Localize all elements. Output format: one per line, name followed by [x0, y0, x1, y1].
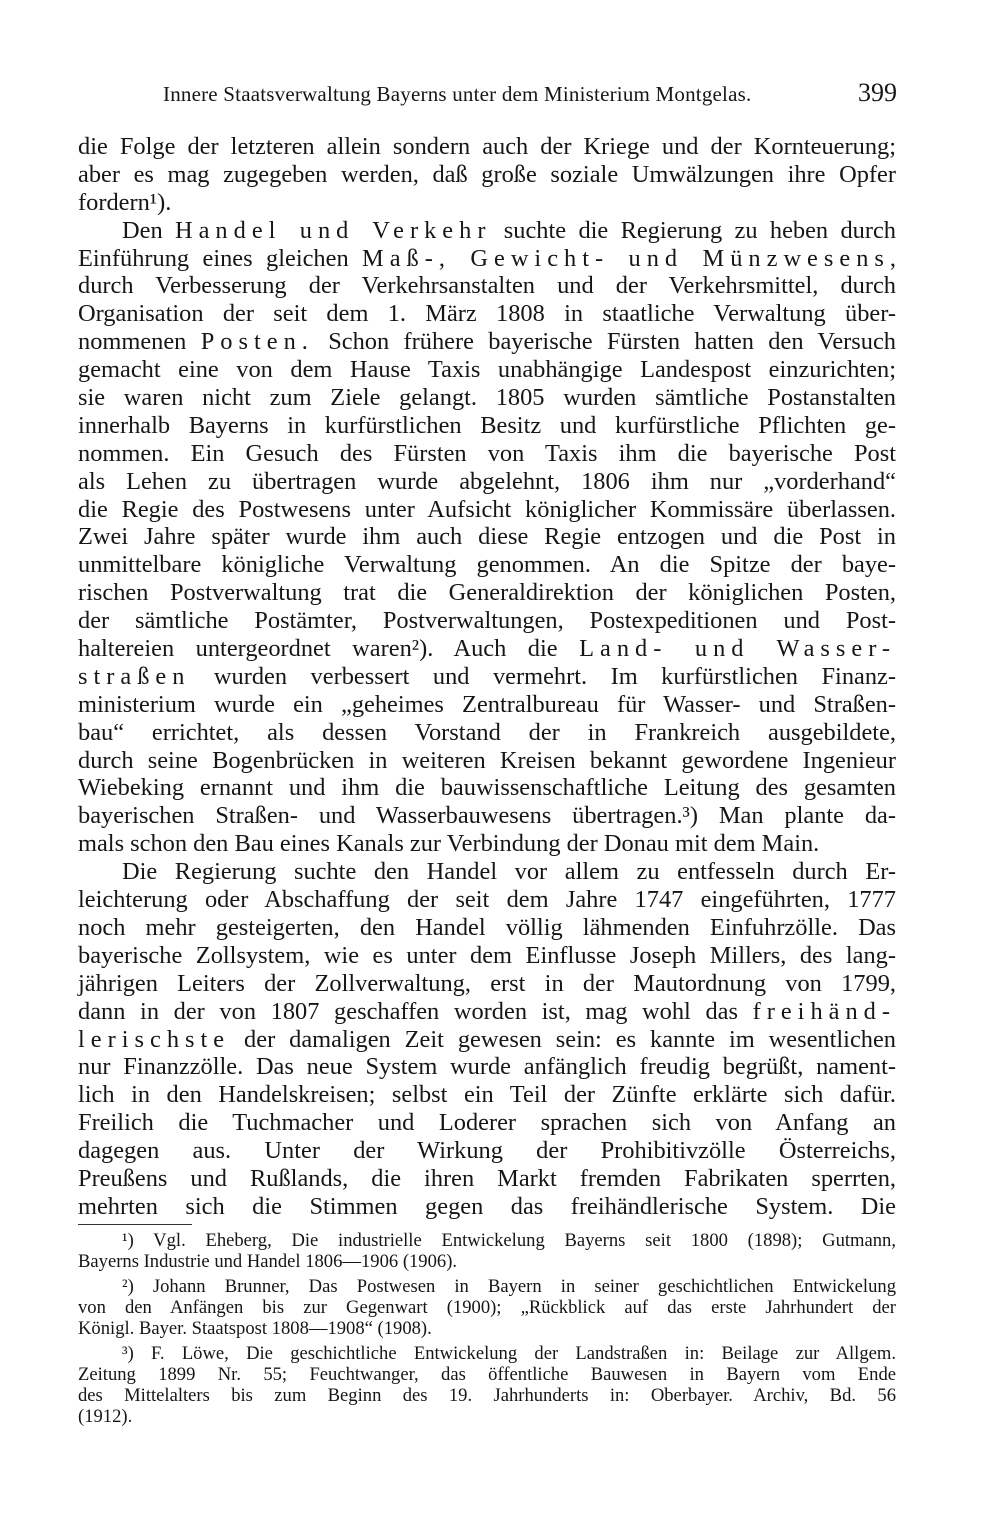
text-line: Einführung eines gleichen Maß-, Gewicht- und Münzwesens,: [78, 244, 896, 272]
footnote-line: ¹) Vgl. Eheberg, Die industrielle Entwickelung Bayerns seit 1800 (1898); Gutmann,: [122, 1230, 896, 1251]
page-header: [0, 78, 1000, 116]
text-line: Organisation der seit dem 1. März 1808 in staatliche Verwaltung über-: [78, 300, 896, 328]
footnote-separator: [78, 1224, 192, 1225]
text-line: Die Regierung suchte den Handel vor allem zu entfesseln durch Er-: [122, 858, 896, 886]
text-line: unmittelbare königliche Verwaltung genommen. An die Spitze der baye-: [78, 551, 896, 579]
text-line: haltereien untergeordnet waren²). Auch die Land- und Wasser-: [78, 635, 896, 663]
spaced-emphasis: Maß-, Gewicht- und Münzwesens: [362, 244, 890, 272]
text-line: nommen. Ein Gesuch des Fürsten von Taxis ihm die bayerische Post: [78, 439, 896, 467]
text-line: der sämtliche Postämter, Postverwaltungen, Postexpeditionen und Post-: [78, 607, 896, 635]
spaced-emphasis: freihänd-: [752, 997, 896, 1025]
text-line: als Lehen zu übertragen wurde abgelehnt, 1806 ihm nur „vorderhand“: [78, 467, 896, 495]
text-line: nur Finanzzölle. Das neue System wurde anfänglich freudig begrüßt, nament-: [78, 1053, 896, 1081]
text-line: mehrten sich die Stimmen gegen das freihändlerische System. Die: [78, 1192, 896, 1220]
page-number: 399: [858, 78, 897, 107]
spaced-emphasis: straßen: [78, 662, 191, 690]
text-line: Zwei Jahre später wurde ihm auch diese Regie entzogen und die Post in: [78, 523, 896, 551]
spaced-emphasis: Land- und Wasser-: [579, 635, 896, 663]
text-line: innerhalb Bayerns in kurfürstlichen Besitz und kurfürstliche Pflichten ge-: [78, 411, 896, 439]
text-line: lerischste der damaligen Zeit gewesen sein: es kannte im wesentlichen: [78, 1025, 896, 1053]
text-line: fordern¹).: [78, 188, 172, 216]
text-line: bayerischen Straßen- und Wasserbauwesens übertragen.³) Man plante da-: [78, 802, 896, 830]
text-line: rischen Postverwaltung trat die Generaldirektion der königlichen Posten,: [78, 579, 896, 607]
text-line: nommenen Posten. Schon frühere bayerische Fürsten hatten den Versuch: [78, 328, 896, 356]
spaced-emphasis: Handel und Verkehr: [174, 216, 492, 244]
text-line: Den Handel und Verkehr suchte die Regierung zu heben durch: [122, 216, 896, 244]
text-line: durch seine Bogenbrücken in weiteren Kreisen bekannt gewordene Ingenieur: [78, 746, 896, 774]
footnote-line: ³) F. Löwe, Die geschichtliche Entwickelung der Landstraßen in: Beilage zur Allgem.: [122, 1343, 896, 1364]
text-line: dagegen aus. Unter der Wirkung der Prohibitivzölle Österreichs,: [78, 1137, 896, 1165]
text-line: sie waren nicht zum Ziele gelangt. 1805 wurden sämtliche Postanstalten: [78, 384, 896, 412]
footnotes: [78, 1230, 896, 1427]
text-line: durch Verbesserung der Verkehrsanstalten und der Verkehrsmittel, durch: [78, 272, 896, 300]
spaced-emphasis: lerischste: [78, 1025, 231, 1053]
text-line: leichterung oder Abschaffung der seit dem Jahre 1747 eingeführten, 1777: [78, 886, 896, 914]
footnote-line: des Mittelalters bis zum Beginn des 19. Jahrhunderts in: Oberbayer. Archiv, Bd. 56: [78, 1385, 896, 1406]
text-line: mals schon den Bau eines Kanals zur Verbindung der Donau mit dem Main.: [78, 830, 820, 858]
text-line: Preußens und Rußlands, die ihren Markt fremden Fabrikaten sperrten,: [78, 1164, 896, 1192]
text-line: bau“ errichtet, als dessen Vorstand der in Frankreich ausgebildete,: [78, 718, 896, 746]
text-line: aber es mag zugegeben werden, daß große soziale Umwälzungen ihre Opfer: [78, 160, 896, 188]
footnote-line: Zeitung 1899 Nr. 55; Feuchtwanger, das öffentliche Bauwesen in Bayern vom Ende: [78, 1364, 896, 1385]
footnote-line: von den Anfängen bis zur Gegenwart (1900); „Rückblick auf das erste Jahrhundert der: [78, 1297, 896, 1318]
text-line: Wiebeking ernannt und ihm die bauwissenschaftliche Leitung des gesamten: [78, 774, 896, 802]
text-line: ministerium wurde ein „geheimes Zentralbureau für Wasser- und Straßen-: [78, 690, 896, 718]
text-line: gemacht eine von dem Hause Taxis unabhängige Landespost einzurichten;: [78, 356, 896, 384]
footnote-line: Bayerns Industrie und Handel 1806—1906 (1906).: [78, 1251, 458, 1272]
text-line: dann in der von 1807 geschaffen worden ist, mag wohl das freihänd-: [78, 997, 896, 1025]
text-line: Freilich die Tuchmacher und Loderer sprachen sich von Anfang an: [78, 1109, 896, 1137]
running-head: Innere Staatsverwaltung Bayerns unter dem Ministerium Montgelas.: [163, 82, 752, 106]
text-line: lich in den Handelskreisen; selbst ein Teil der Zünfte erklärte sich dafür.: [78, 1081, 896, 1109]
body-text: [78, 133, 896, 1221]
text-line: jährigen Leiters der Zollverwaltung, erst in der Mautordnung von 1799,: [78, 969, 896, 997]
footnote-line: (1912).: [78, 1406, 133, 1427]
text-line: die Regie des Postwesens unter Aufsicht königlicher Kommissäre überlassen.: [78, 495, 896, 523]
text-line: straßen wurden verbessert und vermehrt. Im kurfürstlichen Finanz-: [78, 662, 896, 690]
footnote-line: ²) Johann Brunner, Das Postwesen in Bayern in seiner geschichtlichen Entwickelung: [122, 1276, 896, 1297]
text-line: noch mehr gesteigerten, den Handel völlig lähmenden Einfuhrzölle. Das: [78, 913, 896, 941]
text-line: bayerische Zollsystem, wie es unter dem Einflusse Joseph Millers, des lang-: [78, 941, 896, 969]
footnote-line: Königl. Bayer. Staatspost 1808—1908“ (1908).: [78, 1318, 432, 1339]
text-line: die Folge der letzteren allein sondern auch der Kriege und der Kornteuerung;: [78, 133, 896, 160]
spaced-emphasis: Posten.: [200, 328, 314, 356]
